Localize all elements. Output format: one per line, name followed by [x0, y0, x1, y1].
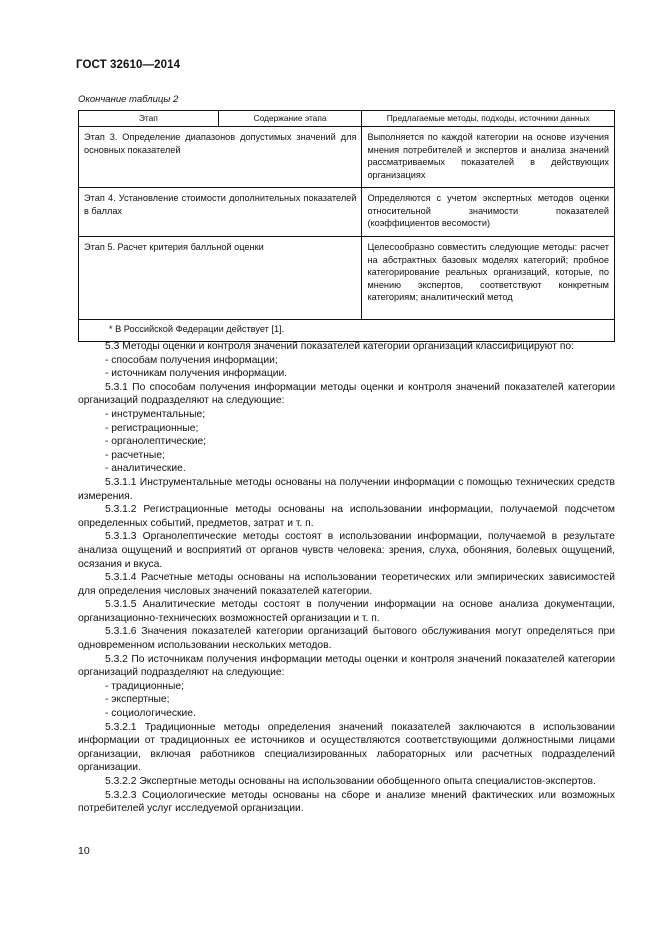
paragraph: 5.3.2.3 Социологические методы основаны на сборе и анализе мнений фактических или возможных потребителей услуг исследуемой организации.	[78, 789, 615, 815]
methods-cell: Целесообразно совместить следующие методы: расчет на абстрактных базовых моделях категорий; пробное категорирование реальных организаций, которые, по мнению экспертов, соответствуют конкретным категориям; аналитический метод	[362, 237, 615, 320]
page-number: 10	[78, 845, 90, 857]
list-item: - социологические.	[105, 708, 196, 720]
stages-table	[78, 110, 615, 342]
list-item: - аналитические.	[105, 463, 186, 475]
stage-cell: Этап 5. Расчет критерия балльной оценки	[79, 237, 362, 320]
paragraph: 5.3.2.2 Экспертные методы основаны на использовании обобщенного опыта специалистов-экспертов.	[105, 776, 596, 787]
body-text	[78, 340, 615, 816]
column-header-stage: Этап	[79, 111, 219, 127]
methods-cell: Определяются с учетом экспертных методов оценки относительной значимости показателей (коэффициентов весомости)	[362, 188, 615, 237]
paragraph: 5.3.1 По способам получения информации методы оценки и контроля значений показателей категории организаций подразделяют на следующие:	[78, 381, 615, 407]
list-item: - традиционные;	[105, 680, 184, 692]
paragraph: 5.3.2 По источникам получения информации методы оценки и контроля значений показателей категории организаций подразделяют на следующие:	[78, 653, 615, 679]
standard-header: ГОСТ 32610—2014	[76, 59, 181, 71]
stage-cell: Этап 4. Установление стоимости дополнительных показателей в баллах	[79, 188, 362, 237]
paragraph: 5.3.1.4 Расчетные методы основаны на использовании теоретических или эмпирических зависимостей для определения числовых значений показателей категории.	[78, 572, 615, 597]
list-item: - регистрационные;	[105, 422, 199, 434]
column-header-methods: Предлагаемые методы, подходы, источники данных	[362, 111, 615, 127]
table-row	[79, 127, 615, 188]
list-item: - способам получения информации;	[105, 354, 278, 366]
column-header-content: Содержание этапа	[218, 111, 362, 127]
table-row	[79, 188, 615, 237]
paragraph: 5.3.1.6 Значения показателей категории организаций бытового обслуживания могут определяться при одновременном использовании нескольких методов.	[78, 626, 615, 652]
list-item: - расчетные;	[105, 449, 165, 461]
paragraph: 5.3.1.3 Органолептические методы состоят в использовании информации, получаемой в результате анализа ощущений и восприятий от органов чувств человека: зрения, слуха, обоняния, болевых ощущений, осязания и вкуса.	[78, 531, 615, 570]
table-footnote-row	[79, 320, 615, 342]
paragraph: 5.3 Методы оценки и контроля значений показателей категории организаций классифицируют по:	[105, 341, 574, 352]
table-caption: Окончание таблицы 2	[78, 94, 179, 105]
table-header-row	[79, 111, 615, 127]
paragraph: 5.3.1.2 Регистрационные методы основаны на использовании информации, получаемой подсчетом определенных событий, предметов, затрат и т. п.	[78, 504, 615, 529]
table-row	[79, 237, 615, 320]
paragraph: 5.3.1.1 Инструментальные методы основаны на получении информации с помощью технических средств измерения.	[78, 476, 615, 502]
paragraph: 5.3.1.5 Аналитические методы состоят в получении информации на основе анализа документации, организационно-технических возможностей организации и т. п.	[78, 599, 615, 624]
table-footnote: * В Российской Федерации действует [1].	[79, 320, 615, 342]
list-item: - экспертные;	[105, 694, 170, 706]
methods-cell: Выполняется по каждой категории на основе изучения мнения потребителей и экспертов и анализа значений рассматриваемых показателей в действующих организациях	[362, 127, 615, 188]
list-item: - источникам получения информации.	[105, 368, 288, 380]
stage-cell: Этап 3. Определение диапазонов допустимых значений для основных показателей	[79, 127, 362, 188]
list-item: - органолептические;	[105, 436, 207, 448]
list-item: - инструментальные;	[105, 408, 206, 420]
paragraph: 5.3.2.1 Традиционные методы определения значений показателей заключаются в использовании информации от традиционных ее источников и осуществляются соответствующими должностными лицами организации, включая работников специализированных лабораторных или расчетных подразделений организации.	[78, 721, 615, 774]
